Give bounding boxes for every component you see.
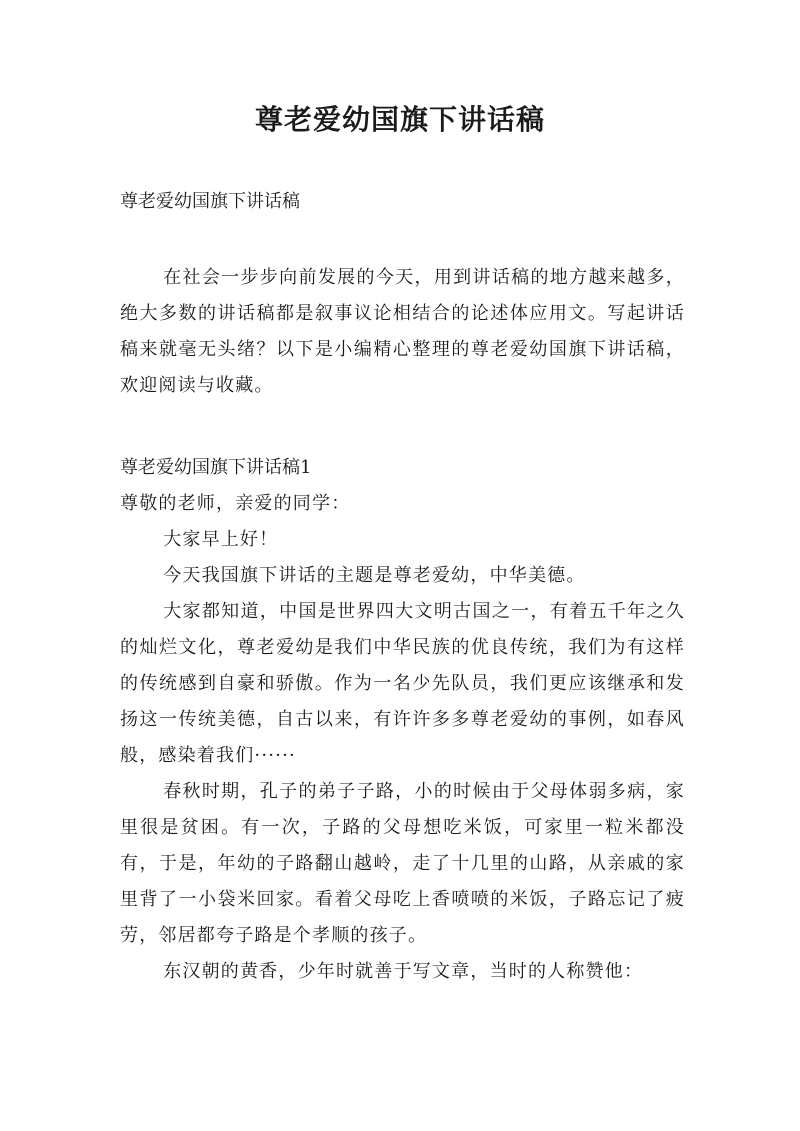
salutation: 尊敬的老师，亲爱的同学： — [120, 493, 351, 514]
document-title: 尊老爱幼国旗下讲话稿 — [254, 103, 545, 136]
section-heading: 尊老爱幼国旗下讲话稿1 — [120, 457, 312, 478]
intro-paragraph: 在社会一步步向前发展的今天，用到讲话稿的地方越来越多，绝大多数的讲话稿都是叙事议论相结合的论述体应用文。写起讲话稿来就毫无头绪？以下是小编精心整理的尊老爱幼国旗下讲话稿，欢迎阅读与收藏。 — [120, 267, 685, 396]
body-paragraph-4: 春秋时期，孔子的弟子子路，小的时候由于父母体弱多病，家里很是贫困。有一次，子路的父母想吃米饭，可家里一粒米都没有，于是，年幼的子路翻山越岭，走了十几里的山路，从亲戚的家里背了一小袋米回家。看着父母吃上香喷喷的米饭，子路忘记了疲劳，邻居都夸子路是个孝顺的孩子。 — [120, 781, 685, 946]
intro-block — [120, 260, 685, 404]
body-paragraph-3: 大家都知道，中国是世界四大文明古国之一，有着五千年之久的灿烂文化，尊老爱幼是我们中华民族的优良传统，我们为有这样的传统感到自豪和骄傲。作为一名少先队员，我们更应该继承和发扬这一传统美德，自古以来，有许许多多尊老爱幼的事例，如春风般，感染着我们······ — [120, 601, 685, 766]
document-subtitle: 尊老爱幼国旗下讲话稿 — [120, 191, 300, 212]
speech-body — [120, 486, 685, 990]
body-paragraph-5: 东汉朝的黄香，少年时就善于写文章，当时的人称赞他： — [163, 961, 644, 982]
body-paragraph-2: 今天我国旗下讲话的主题是尊老爱幼，中华美德。 — [163, 565, 586, 586]
body-paragraph-1: 大家早上好！ — [163, 529, 279, 550]
